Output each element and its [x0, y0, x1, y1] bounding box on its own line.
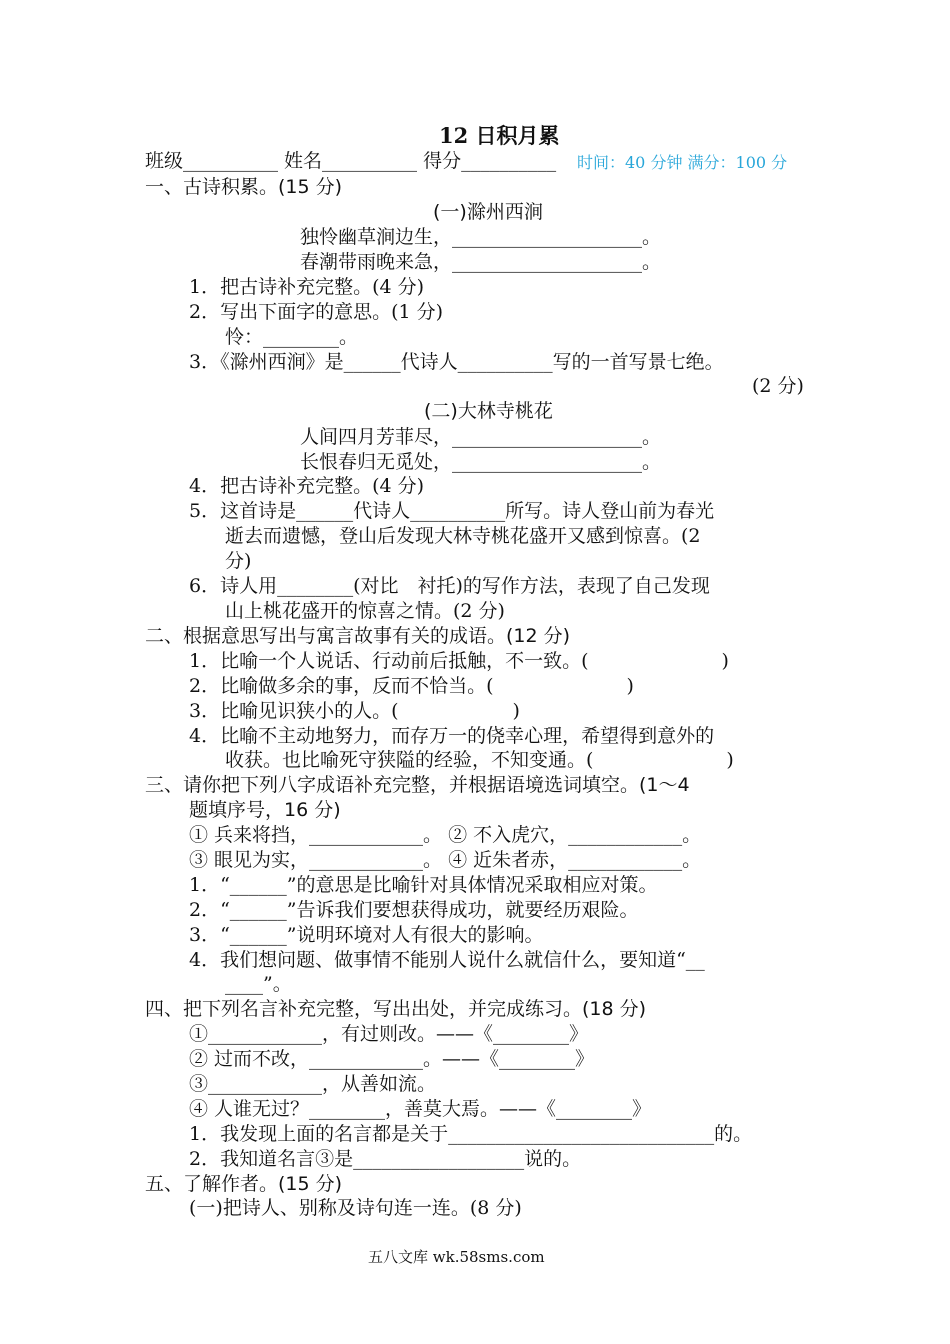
- maxim-3: ③____________，从善如流。: [189, 1073, 437, 1095]
- question-2-4-line-1: 4．比喻不主动地努力，而存万一的侥幸心理，希望得到意外的: [189, 725, 715, 747]
- poem-1-line-1: 独怜幽草涧边生，____________________。: [300, 226, 662, 248]
- question-2-2: 2．比喻做多余的事，反而不恰当。( ): [189, 675, 634, 697]
- maxim-2: ② 过而不改，____________。——《________》: [189, 1048, 595, 1070]
- question-1-6-line-2: 山上桃花盛开的惊喜之情。(2 分): [225, 600, 505, 622]
- question-1-5-line-3: 分): [225, 550, 252, 572]
- section-1-heading: 一、古诗积累。(15 分): [145, 176, 343, 198]
- question-1-2: 2．写出下面字的意思。(1 分): [189, 301, 444, 323]
- section-3-heading-line-2: 题填序号，16 分): [189, 799, 341, 821]
- question-1-6-line-1: 6．诗人用________(对比 衬托)的写作方法，表现了自己发现: [189, 575, 710, 597]
- question-1-3-score: (2 分): [752, 375, 804, 397]
- question-1-1: 1．把古诗补充完整。(4 分): [189, 276, 425, 298]
- question-3-2: 2．“______”告诉我们要想获得成功，就要经历艰险。: [189, 899, 639, 921]
- section-3-heading-line-1: 三、请你把下列八字成语补充完整，并根据语境选词填空。(1～4: [145, 774, 690, 796]
- question-3-4-line-2: ____”。: [225, 973, 292, 995]
- idiom-row-1: ① 兵来将挡，____________。 ② 不入虎穴，____________。: [189, 824, 702, 846]
- poem-2-line-2: 长恨春归无觅处，____________________。: [300, 451, 662, 473]
- section-5-heading: 五、了解作者。(15 分): [145, 1173, 343, 1195]
- question-2-1: 1．比喻一个人说话、行动前后抵触，不一致。( ): [189, 650, 729, 672]
- question-2-3: 3．比喻见识狭小的人。( ): [189, 700, 520, 722]
- student-info-line: 班级__________ 姓名__________ 得分__________: [145, 150, 557, 172]
- question-2-4-line-2: 收获。也比喻死守狭隘的经验，不知变通。( ): [225, 749, 734, 771]
- question-1-4: 4．把古诗补充完整。(4 分): [189, 475, 425, 497]
- section-5-subheading: (一)把诗人、别称及诗句连一连。(8 分): [189, 1197, 522, 1219]
- poem-1-title: (一)滁州西涧: [433, 201, 543, 223]
- footer-watermark: 五八文库 wk.58sms.com: [368, 1248, 545, 1266]
- question-1-5-line-1: 5．这首诗是______代诗人__________所写。诗人登山前为春光: [189, 500, 715, 522]
- poem-2-line-1: 人间四月芳菲尽，____________________。: [300, 426, 662, 448]
- question-3-1: 1．“______”的意思是比喻针对具体情况采取相应对策。: [189, 874, 658, 896]
- maxim-4: ④ 人谁无过？________，善莫大焉。——《________》: [189, 1098, 652, 1120]
- poem-2-title: (二)大林寺桃花: [424, 400, 553, 422]
- section-4-heading: 四、把下列名言补充完整，写出出处，并完成练习。(18 分): [145, 998, 647, 1020]
- question-1-5-line-2: 逝去而遗憾，登山后发现大林寺桃花盛开又感到惊喜。(2: [225, 525, 701, 547]
- exam-time-score: 时间：40 分钟 满分：100 分: [577, 153, 788, 172]
- question-3-3: 3．“______”说明环境对人有很大的影响。: [189, 924, 544, 946]
- question-1-2-blank: 怜：________。: [225, 326, 359, 348]
- poem-1-line-2: 春潮带雨晚来急，____________________。: [300, 251, 662, 273]
- question-4-2: 2．我知道名言③是__________________说的。: [189, 1148, 582, 1170]
- question-3-4-line-1: 4．我们想问题、做事情不能别人说什么就信什么，要知道“__: [189, 949, 705, 971]
- question-1-3: 3．《滁州西涧》是______代诗人__________写的一首写景七绝。: [189, 351, 724, 373]
- maxim-1: ①____________，有过则改。——《________》: [189, 1023, 589, 1045]
- page-title: 12 日积月累: [439, 123, 560, 148]
- question-4-1: 1．我发现上面的名言都是关于____________________________的。: [189, 1123, 753, 1145]
- section-2-heading: 二、根据意思写出与寓言故事有关的成语。(12 分): [145, 625, 571, 647]
- idiom-row-2: ③ 眼见为实，____________。 ④ 近朱者赤，____________。: [189, 849, 702, 871]
